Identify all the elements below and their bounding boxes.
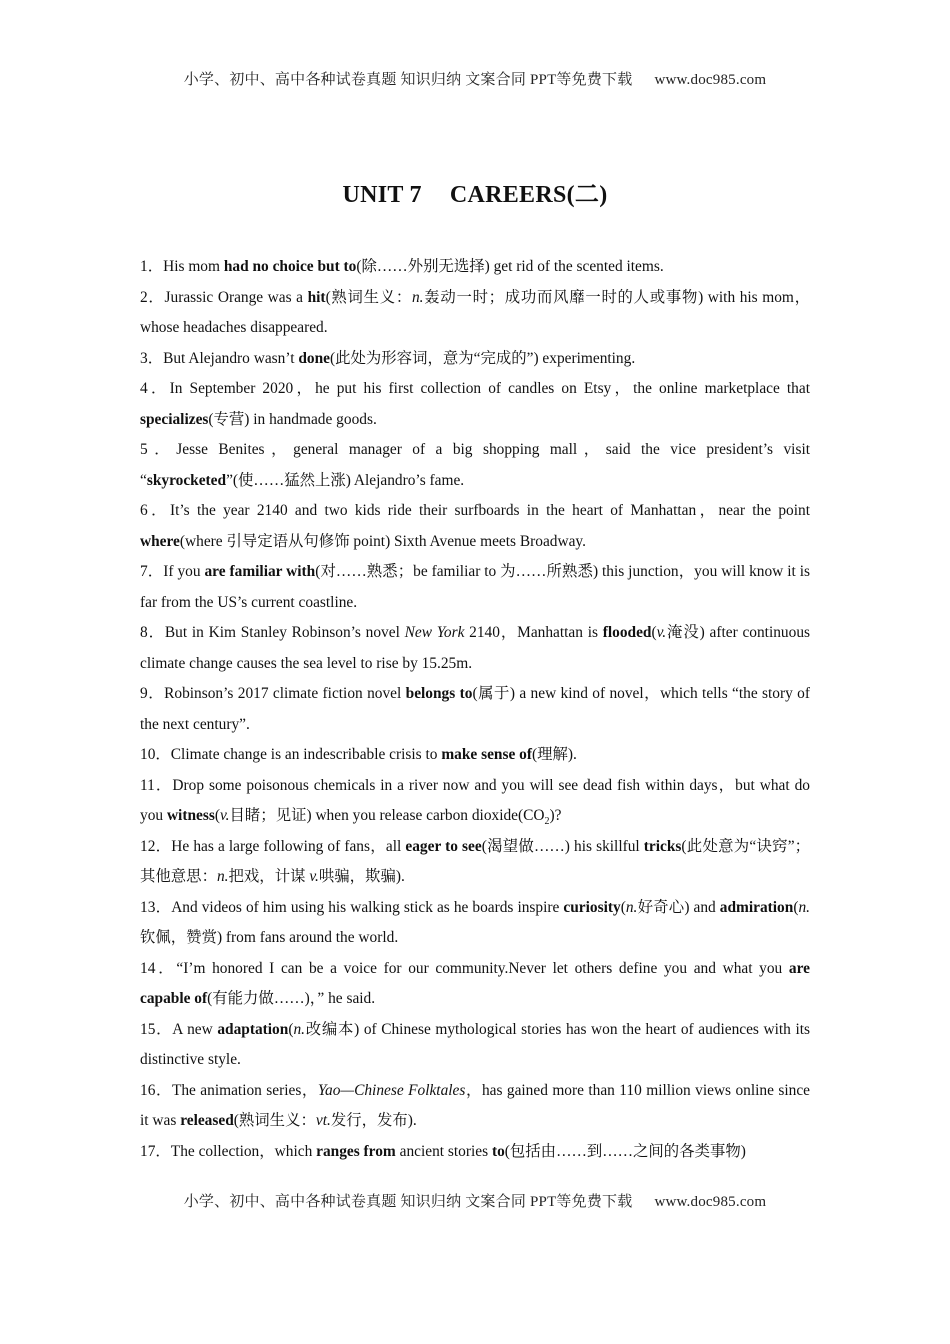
list-item: 15．A new adaptation(n.改编本) of Chinese mythological stories has won the heart of audiences with its distinctive style. bbox=[140, 1020, 810, 1068]
list-item: 5．Jesse Benites，general manager of a big shopping mall，said the vice president’s visit “skyrocketed”(使……猛然上涨) Alejandro’s fame. bbox=[140, 441, 810, 489]
list-item: 6．It’s the year 2140 and two kids ride their surfboards in the heart of Manhattan，near the point where(where 引导定语从句修饰 point) Sixth Avenue meets Broadway. bbox=[140, 502, 810, 550]
key-phrase: ranges from bbox=[316, 1142, 396, 1160]
key-phrase: are familiar with bbox=[204, 563, 316, 580]
list-item: 7．If you are familiar with(对……熟悉；be familiar to 为……所熟悉) this junction，you will know it is far from the US’s current coastline. bbox=[140, 563, 810, 611]
key-phrase: done bbox=[298, 349, 330, 367]
list-item: 8．But in Kim Stanley Robinson’s novel New York 2140，Manhattan is flooded(v.淹没) after continuous climate change causes the sea level to rise by 15.25m. bbox=[140, 624, 811, 672]
key-phrase: hit bbox=[307, 288, 326, 306]
key-phrase: to bbox=[491, 1142, 505, 1160]
list-item: 3．But Alejandro wasn’t done(此处为形容词，意为“完成的”) experimenting. bbox=[140, 349, 636, 367]
key-phrase: specializes bbox=[140, 410, 209, 428]
key-phrase: make sense of bbox=[441, 746, 532, 763]
key-phrase: flooded bbox=[602, 624, 652, 641]
page-header bbox=[0, 68, 950, 89]
title-name: CAREERS(二) bbox=[449, 182, 608, 208]
key-phrase: are capable of bbox=[140, 959, 810, 1007]
list-item: 4．In September 2020，he put his first collection of candles on Etsy，the online marketplace that specializes(专营) in handmade goods. bbox=[140, 380, 810, 428]
key-phrase: admiration bbox=[719, 898, 794, 916]
list-item: 1．His mom had no choice but to(除……外别无选择) get rid of the scented items. bbox=[140, 258, 664, 275]
sentence-list bbox=[140, 252, 810, 1167]
key-phrase: released bbox=[180, 1112, 234, 1129]
book-title: New York bbox=[404, 624, 465, 641]
key-phrase: where bbox=[140, 532, 180, 550]
key-phrase: witness bbox=[166, 807, 215, 824]
list-item: 16．The animation series，Yao—Chinese Folktales，has gained more than 110 million views online since it was released(熟词生义：vt.发行，发布). bbox=[140, 1081, 810, 1129]
list-item: 2．Jurassic Orange was a hit(熟词生义：n.轰动一时；成功而风靡一时的人或事物) with his mom，whose headaches disappeared. bbox=[140, 288, 810, 336]
list-item: 9．Robinson’s 2017 climate fiction novel belongs to(属于) a new kind of novel，which tells “the story of the next century”. bbox=[140, 685, 811, 733]
list-item: 11．Drop some poisonous chemicals in a river now and you will see dead fish within days，but what do you witness(v.目睹；见证) when you release carbon $dioxide(CO_2)$? bbox=[140, 776, 810, 828]
key-phrase: curiosity bbox=[563, 898, 621, 916]
header-site-link[interactable]: www.doc985.com bbox=[654, 72, 767, 88]
header-text: 小学、初中、高中各种试卷真题 知识归纳 文案合同 PPT等免费下载 bbox=[183, 72, 633, 88]
key-phrase: tricks bbox=[643, 837, 682, 855]
key-phrase: adaptation bbox=[217, 1020, 289, 1038]
list-item: 10．Climate change is an indescribable crisis to make sense of(理解). bbox=[140, 746, 577, 763]
list-item: 12．He has a large following of fans，all eager to see(渴望做……) his skillful tricks(此处意为“诀窍”；其他意思：n.把戏，计谋 v.哄骗，欺骗). bbox=[140, 837, 810, 885]
page-title bbox=[0, 174, 950, 209]
series-title: Yao—Chinese Folktales bbox=[317, 1081, 466, 1099]
key-phrase: belongs to bbox=[405, 685, 473, 702]
list-item: 13．And videos of him using his walking stick as he boards inspire curiosity(n.好奇心) and admiration(n.钦佩，赞赏) from fans around the world. bbox=[140, 898, 811, 946]
key-phrase: eager to see bbox=[405, 837, 482, 855]
title-unit: UNIT 7 bbox=[342, 182, 422, 208]
key-phrase: skyrocketed bbox=[146, 471, 227, 489]
footer-text: 小学、初中、高中各种试卷真题 知识归纳 文案合同 PPT等免费下载 bbox=[183, 1194, 633, 1210]
key-phrase: had no choice but to bbox=[223, 258, 357, 275]
list-item: 17．The collection，which ranges from ancient stories to(包括由……到……之间的各类事物) bbox=[140, 1142, 746, 1160]
page-footer bbox=[0, 1190, 950, 1211]
list-item: 14．“I’m honored I can be a voice for our community.Never let others define you and what you are capable of(有能力做……)，” he said. bbox=[140, 959, 810, 1007]
footer-site-link[interactable]: www.doc985.com bbox=[654, 1194, 767, 1210]
